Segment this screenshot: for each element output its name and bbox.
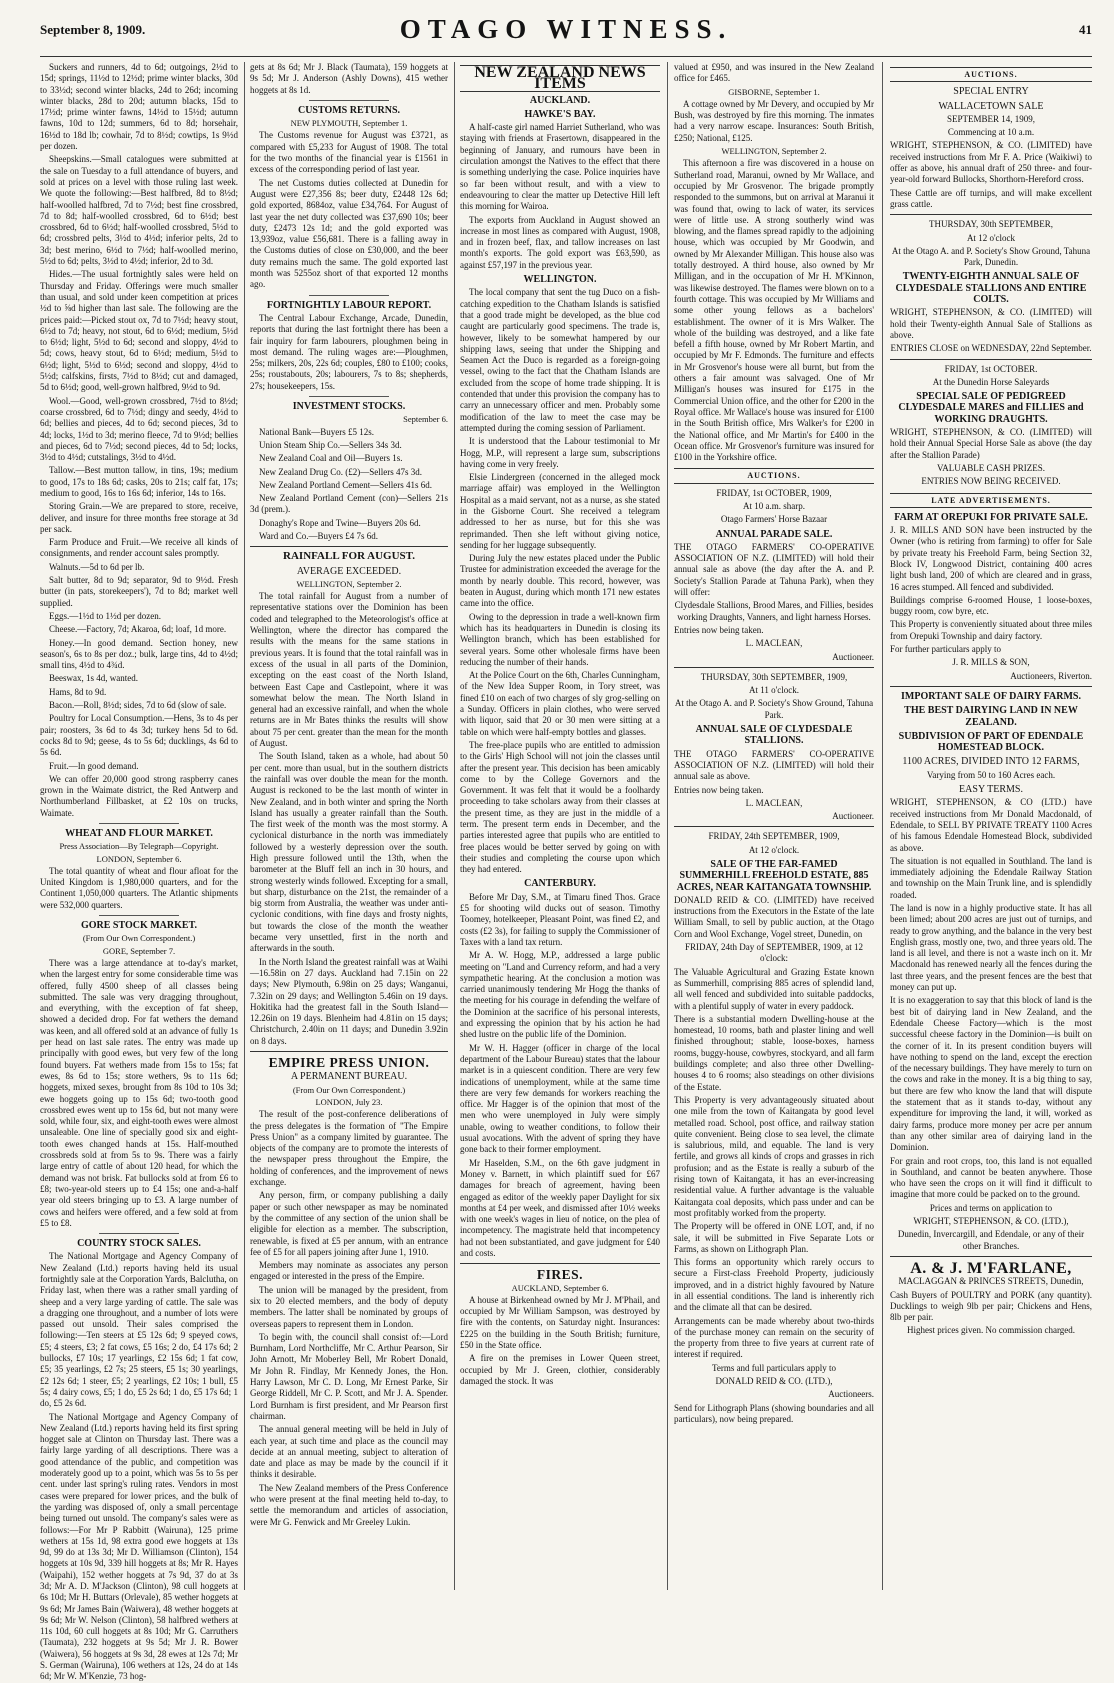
column-divider bbox=[667, 62, 668, 1590]
auction-time: At 12 o'clock. bbox=[748, 844, 800, 855]
newspaper-title: OTAGO WITNESS. bbox=[399, 14, 733, 44]
article-heading: GORE STOCK MARKET. bbox=[80, 920, 198, 932]
article-heading: INVESTMENT STOCKS. bbox=[292, 401, 406, 413]
article-paragraph: Any person, firm, or company publishing a daily paper or such other newspaper as may be nominated by the committee of any section of the union shall be eligible for election as a member. The subscription, renewable, is fixed at £5 per annum, with an entrance fee of £5 for all papers joining after June 1, 1910. bbox=[250, 1190, 448, 1257]
article-paragraph: A house at Birkenhead owned by Mr J. M'Phail, and occupied by Mr William Sampson, was destroyed by fire with the contents, on Saturday night. Insurances: £225 on the building in the South British; furniture, £50 in the State office. bbox=[460, 1294, 660, 1351]
article-heading: WHEAT AND FLOUR MARKET. bbox=[65, 828, 213, 839]
auction-advert bbox=[890, 364, 1092, 488]
auction-text: Terms and full particulars apply to bbox=[711, 1362, 837, 1373]
market-paragraph: Walnuts.—5d to 6d per lb. bbox=[49, 561, 145, 572]
auction-title: TWENTY-EIGHTH ANNUAL SALE OF CLYDESDALE STALLIONS AND ENTIRE COLTS. bbox=[895, 271, 1087, 306]
auction-text: The Property will be offered in ONE LOT, and, if no sale, it will be submitted in Five Separate Lots or Farms, as shown on Lithograph Plan. bbox=[674, 1221, 874, 1254]
section-heading: NEW ZEALAND NEWS ITEMS bbox=[460, 65, 660, 92]
article-byline: (From Our Own Correspondent.) bbox=[82, 933, 196, 944]
stock-line: New Zealand Coal and Oil—Buyers 1s. bbox=[259, 453, 403, 464]
auctioneer-role: Auctioneer. bbox=[832, 651, 874, 662]
auction-date: SEPTEMBER 14, 1909, bbox=[946, 113, 1035, 124]
market-paragraph: Storing Grain.—We are prepared to store, receive, deliver, and insure for three months free storage at 3d per sack. bbox=[40, 501, 238, 534]
article-paragraph: The National Mortgage and Agency Company of New Zealand (Ltd.) reports having held its first spring hogget sale at Clinton on Thursday last. There was a fairly large yarding of all descriptions. There was a good attendance of the public, and competition was moderately good up to a point, which was 5s to 5s per cent. under last spring's ruling rates. Vendors in most cases were prepared for lower prices, and the bulk of the yarding was disposed of, only a small percentage being turned out unsold. The company's sales were as follows:—For Mr P Rabbitt (Wairuna), 125 prime wethers at 15s 1d, 98 extra good ewe hoggets at 13s 9d, 99 do at 13s 3d; Mr D. Williamson (Clinton), 154 hoggets at 10s 9d, 339 hill hoggets at 8s; Mr R. Hayes (Waipahi), 152 wether hoggets at 7s 9d, 37 do at 3s 3d; Mr A. D. M'Jackson (Clinton), 98 cull hoggets at 6s 10d; Mr H. Buttars (Orlevale), 85 wether hoggets at 9s 6d; Mr James Bain (Waiwera), 48 wether hoggets at 9s 6d; Mr W. Nelson (Clinton), 58 halfbred wethers at 11s 10d, 60 cull hoggets at 8s 10d; Mr G. Carruthers (Taumata), 232 hoggets at 9s 5d; Mr J. R. Bower (Waiwera), 56 hoggets at 9s 3d, 28 ewes at 12s 7d; Mr S. German (Wairuna), 106 wethers at 12s, 24 do at 14s 6d; Mr W. M'Kenzie, 73 hog- bbox=[40, 1411, 238, 1682]
article-paragraph: There was a large attendance at to-day's market, when the largest entry for some considerable time was offered, fully 4500 sheep of all classes being submitted. The sale was very dragging throughout, and everything, with the exception of fat sheep, showed a decided drop. For fat wethers the demand was keen, and all offered sold at an advance of fully 1s per head on last sale rates. The entry was made up principally with good ewes, but very few of the long found buyers. Fat wethers made from 15s to 15s; fat ewes, 8s 6d to 15s; store wethers, 9s to 11s 6d; hoggets, mixed sexes, brought from 8s 10d to 10s 3d; ewe hoggets going up to 15s 6d; two-tooth good crossbred ewes went up to 15s 6d, but not many were sold, while four, six, and eight-tooth ewes were almost unsaleable. One line of specially good six and eight-tooth ewes changed hands at 15s. Half-mouthed crossbreds sold at from 5s to 9s. There was a fairly large entry of cattle of about 120 head, for which the demand was not brisk. Fat bullocks sold at from £6 to £8; two-year-old steers up to £4 15s; one and-a-half year old steers bringing up to £3. A large number of cows and heifers were offered, and a few sold at from £5 to £8. bbox=[40, 957, 238, 1228]
auction-text: The Valuable Agricultural and Grazing Estate known as Summerhill, comprising 885 acres of splendid land, all well fenced and subdivided into suitable paddocks, with a plentiful supply of water in every paddock. bbox=[674, 966, 874, 1011]
market-paragraph: We can offer 20,000 good strong raspberry canes grown in the Waimate district, the Red Antwerp and Northumberland Fillbasket, at £2 10s on trucks, Waimate. bbox=[40, 773, 238, 818]
auction-text: ENTRIES CLOSE on WEDNESDAY, 22nd September. bbox=[890, 343, 1092, 354]
column-5 bbox=[890, 62, 1092, 1590]
section-rule bbox=[309, 100, 388, 101]
article-paragraph: The net Customs duties collected at Dunedin for August were £27,356 8s; beer duty, £2448 12s 6d; gold exported, 8684oz, value £34,764. For August of last year the net duty collected was £37,690 10s; beer duty, £2473 12s 1d; and the gold exported was 13,939oz, value £56,681. There is a falling away in the Customs duties of close on £30,000, and the beer duty remains much the same. The gold exported last month was 5255oz short of that exported 12 months ago. bbox=[250, 177, 448, 290]
auctioneer-role: Auctioneers. bbox=[828, 1389, 874, 1400]
article-dateline: GISBORNE, September 1. bbox=[728, 86, 820, 97]
advert-text: J. R. MILLS AND SON have been instructed by the Owner (who is retiring from farming) to offer for Sale by private treaty his Freehold Farm, being Section 32, Block IV, Longwood District, containing 400 acres light bush land, 200 of which are cleared and in grass, 16 acres stumped. All fenced and subdivided. bbox=[890, 525, 1092, 592]
business-advert bbox=[890, 1259, 1092, 1337]
place-heading: WELLINGTON. bbox=[523, 274, 597, 286]
column-4 bbox=[674, 62, 874, 1590]
market-paragraph: Poultry for Local Consumption.—Hens, 3s to 4s per pair; roosters, 3s 6d to 4s 3d; turkey hens 5d to 6d. cocks 8d to 9d; geese, 4s to 5s 6d; ducklings, 4s 6d to 5s 6d. bbox=[40, 713, 238, 758]
article-heading: EMPIRE PRESS UNION. bbox=[268, 1055, 430, 1071]
market-paragraph: Cheese.—Factory, 7d; Akaroa, 6d; loaf, 1d more. bbox=[49, 624, 227, 635]
auction-text: THE OTAGO FARMERS' CO-OPERATIVE ASSOCIATION OF N.Z. (LIMITED) will hold their annual sale as above. bbox=[674, 748, 874, 782]
article-dateline: LONDON, September 6. bbox=[96, 853, 182, 864]
advert-text: The land is now in a highly productive state. It has all been limed; about 200 acres are just out of turnips, and ready to grow anything, and the balance in the very best English grass, mostly one, two, and three years old. The land is all level, and there is not a waste inch on it. Mr Macdonald has renewed nearly all the fences during the last three years, and the present fences are the best that money can put up. bbox=[890, 903, 1092, 993]
article-paragraph: The Central Labour Exchange, Arcade, Dunedin, reports that during the last fortnight there has been a fair inquiry for farm labourers, ploughmen being in most demand. The ruling wages are:—Ploughmen, 25s; milkers, 20s, 22s 6d; couples, £80 to £100; cooks, 25s; roustabouts, 20s; labourers, 7s to 8s; shepherds, 27s; housekeepers, 15s. bbox=[250, 312, 448, 391]
market-paragraph: Wool.—Good, well-grown crossbred, 7½d to 8½d; coarse crossbred, 6d to 7½d; dingy and seedy, 4½d to 6d; bellies and pieces, 4d to 6d; second pieces, 3d to 4d; locks, 1½d to 3d; merino fleece, 7d to 9½d; bellies and pieces, 6d to 7½d; second pieces, 4d to 5d; locks, 3½d to 4½d; cutstalings, 3½d to 4½d. bbox=[40, 395, 238, 463]
stock-line: National Bank—Buyers £5 12s. bbox=[259, 426, 374, 437]
advert-subtitle: 1100 ACRES, DIVIDED INTO 12 FARMS, bbox=[902, 756, 1080, 768]
advertiser-address: MACLAGGAN & PRINCES STREETS, Dunedin, bbox=[898, 1276, 1084, 1287]
column-divider bbox=[882, 62, 883, 1590]
auctioneer-name: L. MACLEAN, bbox=[745, 638, 803, 649]
auction-text: These Cattle are off turnips, and will make excellent grass cattle. bbox=[890, 187, 1092, 209]
advert-text: Cash Buyers of POULTRY and PORK (any quantity). Ducklings to weigh 9lb per pair; Chickens and Hens, 8lb per pair. bbox=[890, 1289, 1092, 1323]
article-paragraph: valued at £950, and was insured in the New Zealand office for £465. bbox=[674, 62, 874, 84]
auction-date: THURSDAY, 30th SEPTEMBER, 1909, bbox=[700, 671, 848, 682]
stock-line: New Zealand Portland Cement—Sellers 41s 6d. bbox=[259, 479, 432, 490]
article-paragraph: Before Mr Day, S.M., at Timaru fined Thos. Grace £5 for shooting wild ducks out of season. Timothy Toomey, hotelkeeper, Pleasant Point, was fined £2, and costs (£2 3s), for failing to supply the Commissioner of Taxes with a land tax return. bbox=[460, 891, 660, 947]
auction-text: Entries now being taken. bbox=[674, 784, 764, 795]
article-heading: FORTNIGHTLY LABOUR REPORT. bbox=[266, 299, 432, 311]
article-paragraph: The total rainfall for August from a number of representative stations over the Dominion has been coded and telegraphed to the Meteorologist's office at Wellington, where the director has compared the results with the means for the same stations in previous years. It is found that the total rainfall was in excess of the usual in all parts of the Dominion, excepting on the east coast of the North Island, between East Cape and Castlepoint, where it was somewhat below the mean. The North Island in general had an excessive rainfall, and when the whole returns are in Mr Bates thinks the results will show about 75 per cent. greater than the mean for the month of August. bbox=[250, 591, 448, 749]
auction-title: SPECIAL SALE OF PEDIGREED CLYDESDALE MARES and FILLIES and WORKING DRAUGHTS. bbox=[898, 391, 1084, 425]
article-paragraph: The annual general meeting will be held in July of each year, at such time and place as the council may decide at an annual meeting, subject to alteration of date and place as may be made by the council if it thinks it desirable. bbox=[250, 1424, 448, 1480]
market-paragraph: Hams, 8d to 9d. bbox=[49, 686, 107, 697]
auctions-label: AUCTIONS. bbox=[890, 67, 1092, 82]
article-paragraph: Mr Haselden, S.M., on the 6th gave judgment in Money v. Barnett, in which plaintiff sued for £67 damages for breach of agreement, having been engaged as editor of the weekly paper Daylight for six months at £4 per week, and dismissed after 10½ weeks with one week's wages in lieu of notice, on the plea of incompetency. The magistrate held that incompetency had not been substantiated, and gave judgment for £40 and costs. bbox=[460, 1157, 660, 1258]
section-rule bbox=[674, 667, 874, 668]
article-paragraph: The exports from Auckland in August showed an increase in most lines as compared with August, 1908, and in frozen beef, flax, and tallow increases on last month's exports. The gold export was £63,590, as against £57,197 in the previous year. bbox=[460, 214, 660, 270]
sale-advert bbox=[890, 691, 1092, 1252]
article-subheading: AVERAGE EXCEEDED. bbox=[296, 565, 402, 577]
section-rule bbox=[309, 396, 388, 397]
auctioneer-name: L. MACLEAN, bbox=[745, 797, 803, 808]
market-paragraph: Tallow.—Best mutton tallow, in tins, 19s; medium to good, 17s to 18s 6d; casks, 20s to 21s; calf fat, 17s; medium to good, 16s to 16s 6d; inferior, 14s to 16s. bbox=[40, 465, 238, 498]
auctions-label: AUCTIONS. bbox=[674, 468, 874, 483]
section-rule bbox=[99, 823, 178, 824]
article-paragraph: During July the new estates placed under the Public Trustee for administration exceeded the average for the month by nearly double. This record, however, was beaten in August, during which month 171 new estates came into the office. bbox=[460, 553, 660, 609]
advert-text: This Property is conveniently situated about three miles from Orepuki Township and dairy factory. bbox=[890, 619, 1092, 641]
auctioneer-name: DONALD REID & CO. (LTD.), bbox=[715, 1376, 833, 1387]
market-paragraph: Sheepskins.—Small catalogues were submitted at the sale on Tuesday to a full attendance of buyers, and sold at prices on a level with those ruling last week. We quote the following:—Best halfbred, 8d to 8½d; half-woolled halfbred, 7d to 7½d; best fine crossbred, 7d to 8d; half-woolled crossbred, 6d to 6½d; best crossbred, 6d to 6½d; half-woolled crossbred, 5½d to 6d; crossbred pelts, 3½d to 4½d; inferior pelts, 2d to 3d; best merino, 6½d to 7½d; half-woolled merino, 5½d to 6d; pelts, 3½d to 4½d; inferior, 2d to 3d. bbox=[40, 154, 238, 267]
stock-line: New Zealand Portland Cement (con)—Sellers 21s 3d (prem.). bbox=[250, 493, 448, 515]
auction-text: VALUABLE CASH PRIZES. bbox=[936, 462, 1046, 473]
stock-line: New Zealand Drug Co. (£2)—Sellers 47s 3d. bbox=[259, 466, 422, 477]
auction-advert bbox=[890, 219, 1092, 354]
stock-line: Union Steam Ship Co.—Sellers 34s 3d. bbox=[259, 439, 402, 450]
auction-date: FRIDAY, 1st OCTOBER. bbox=[944, 363, 1038, 374]
auction-time: At 10 a.m. sharp. bbox=[743, 500, 805, 511]
article-paragraph: It is understood that the Labour testimonial to Mr Hogg, M.P., will represent a large sum, subscriptions having come in very freely. bbox=[460, 436, 660, 469]
market-paragraph: Eggs.—1½d to 1½d per dozen. bbox=[49, 610, 161, 621]
auction-advert bbox=[674, 672, 874, 823]
auction-text: WRIGHT, STEPHENSON, & CO. (LIMITED) will hold their Annual Special Horse Sale as above (the day after the Stallion Parade) bbox=[890, 427, 1092, 460]
article-paragraph: gets at 8s 6d; Mr J. Black (Taumata), 159 hoggets at 9s 5d; Mr J. Anderson (Ashly Downs), 415 wether hoggets at 8s 1d. bbox=[250, 62, 448, 95]
advert-title: FARM AT OREPUKI FOR PRIVATE SALE. bbox=[894, 511, 1088, 523]
market-paragraph: Beeswax, 1s 4d, wanted. bbox=[49, 673, 138, 684]
article-paragraph: The South Island, taken as a whole, had about 50 per cent. more than usual, but in the southern districts the rainfall was over double the mean for the month. August is reckoned to be the last month of winter in New Zealand, and in both winter and spring the North Island has usually a greater rainfall than the South. The first week of the month was the most stormy. A cyclonical disturbance in the north was immediately followed by a westerly depression over the south. High pressure followed until the 13th, when the barometer at the Bluff fell an inch in 30 hours, and strong westerly winds followed. Excepting for a small, but sharp, disturbance on the 21st, the remainder of a big storm from Australia, the weather was under anti-cyclonic conditions, with fine days and frosty nights, but towards the close of the month the weather became very unsettled, first in the north and afterwards in the south. bbox=[250, 751, 448, 954]
article-paragraph: Elsie Lindergreen (concerned in the alleged mock marriage affair) was employed in the Wellington Hospital as a maid servant, not as a nurse, as she stated in the Gisborne Court. She received a telegram addressed to her as nurse, but for this she was reprimanded. Then she left without giving notice, sending for her luggage subsequently. bbox=[460, 472, 660, 550]
article-paragraph: This afternoon a fire was discovered in a house on Sutherland road, Maranui, owned by Mr Wallace, and occupied by Mr Grosvenor. The brigade promptly responded to the summons, but on arrival at Maranui it was found that, owing to lack of water, its services were of little use. A strong southerly wind was blowing, and the flames spread rapidly to the adjoining house, which was occupied by Mr Goodwin, and owned by Mr Alexander Milligan. This house also was totally destroyed. A third house, also owned by Mr Milligan, and in the occupation of Mr H. M'Kinnon, was likewise destroyed. The flames were blown on to a fourth cottage. This was occupied by Mr Williams and some other young fellows as a bachelors' establishment. The owner of it is Mrs Walker. The whole of the building was destroyed, and a like fate befell a fifth house, owned by Mr Robert Martin, and occupied by Mr F. Edmonds. The furniture and effects in Mr Grosvenor's house were all burnt, but from the others a fair amount was salvaged. One of Mr Milligan's houses was insured for £175 in the Commercial Union office, and the other for £200 in the Royal office. Mr Wallace's house was insured for £100 in the South British office, Mrs Walker's for £200 in the National office, and Mr Martin's for £400 in the Ocean office. Mr Grosvenor's furniture was insured for £100 in the Yorkshire office. bbox=[674, 158, 874, 463]
late-ads-label: LATE ADVERTISEMENTS. bbox=[890, 493, 1092, 508]
auction-title: SALE OF THE FAR-FAMED SUMMERHILL FREEHOLD ESTATE, 885 ACRES, NEAR KAITANGATA TOWNSHIP. bbox=[676, 859, 872, 893]
section-rule bbox=[250, 1051, 448, 1052]
market-paragraph: Bacon.—Roll, 8½d; sides, 7d to 6d (slow of sale. bbox=[49, 700, 227, 711]
article-byline: (From Our Own Correspondent.) bbox=[292, 1084, 406, 1095]
market-paragraph: Suckers and runners, 4d to 6d; outgoings, 2½d to 15d; springs, 11½d to 12½d; prime winter blacks, 30d to 33½d; second winter blacks, 24d to 26d; incoming winter blacks, 28d to 20d; autumn blacks, 15d to 17½d; prime winter fawns, 14½d to 15½d; autumn fawns, 10d to 12d; summers, 6d to 8d; horsehair, 16½d to 18d lb; cowhair, 7d to 8½d; cowtips, 1s 9½d per dozen. bbox=[40, 62, 238, 152]
advert-subtitle: SUBDIVISION OF PART OF EDENDALE HOMESTEAD BLOCK. bbox=[898, 730, 1084, 754]
advert-text: The situation is not equalled in Southland. The land is immediately adjoining the Edendale Railway Station and township on the Main Trunk line, and is splendidly roaded. bbox=[890, 855, 1092, 900]
article-subheading: A PERMANENT BUREAU. bbox=[290, 1071, 408, 1083]
auction-text: Arrangements can be made whereby about two-thirds of the purchase money can remain on the security of the property from three to five years at current rate of interest if required. bbox=[674, 1315, 874, 1360]
auction-text: Send for Lithograph Plans (showing boundaries and all particulars), now being prepared. bbox=[674, 1402, 874, 1424]
auctioneer-name: J. R. MILLS & SON, bbox=[952, 657, 1030, 668]
auction-date: FRIDAY, 1st OCTOBER, 1909, bbox=[716, 487, 832, 498]
column-3 bbox=[460, 62, 660, 1590]
auction-place: At the Dunedin Horse Saleyards bbox=[932, 376, 1050, 387]
article-paragraph: The result of the post-conference deliberations of the press delegates is the formation of "The Empire Press Union" as a company limited by guarantee. The objects of the company are to promote the interests of the newspaper press throughout the Empire, the holding of conferences, and the improvement of news exchange. bbox=[250, 1109, 448, 1188]
auction-subtitle: WALLACETOWN SALE bbox=[938, 100, 1044, 112]
article-dateline: WELLINGTON, September 2. bbox=[296, 578, 402, 589]
auction-text: DONALD REID & CO. (LIMITED) have received instructions from the Executors in the Estate of the late William Small, to sell by public auction, at the Otago Corn and Wool Exchange, Vogel street, Dunedin, on bbox=[674, 894, 874, 939]
auction-text: This Property is very advantageously situated about one mile from the town of Kaitangata by good level metalled road. School, post office, and railway station quite convenient. Being close to sea level, the climate is salubrious, mild, and equable. The land is very fertile, and grows all kinds of crops and grasses in rich profusion; and as the Estate is really a suburb of the rising town of Kaitangata, it has an ever-increasing residential value. A further advantage is the valuable Kaitangata coal deposits, which pass under and can be most profitably worked from the property. bbox=[674, 1094, 874, 1218]
advert-subtitle: THE BEST DAIRYING LAND IN NEW ZEALAND. bbox=[904, 705, 1078, 728]
advert-text: Prices and terms on application to bbox=[929, 1202, 1053, 1213]
auction-time: At 12 o'clock bbox=[966, 232, 1016, 243]
market-paragraph: Hides.—The usual fortnightly sales were held on Thursday and Friday. Offerings were much smaller than usual, and sold under keen competition at prices ½d to ⅝d higher than last sale. The following are the prices paid:—Picked stout ox, 7d to 7½d; heavy stout, 6½d to 7d; heavy, not stout, 6d to 6½d; medium, 5½d to 6½d; light, 5½d to 6d; second and sloppy, 4½d to 5d; cows, heavy stout, 6d to 6½d; medium, 5½d to 6½d; light, 5½d to 6½d; second and sloppy, 4½d to 5½d; calfskins, firsts, 7½d to 8½d; cut and damaged, 5d to 6½d; good, well-grown halfbred, 9½d to 9d. bbox=[40, 269, 238, 393]
article-paragraph: A fire on the premises in Lower Queen street, occupied by Mr J. Green, clothier, considerably damaged the stock. It was bbox=[460, 1353, 660, 1386]
auction-title: SPECIAL ENTRY bbox=[953, 86, 1029, 98]
auction-date: FRIDAY, 24th SEPTEMBER, 1909, bbox=[708, 831, 840, 842]
place-heading: HAWKE'S BAY. bbox=[524, 108, 596, 120]
masthead bbox=[40, 12, 1092, 50]
article-paragraph: The New Zealand members of the Press Conference who were present at the final meeting held to-day, to settle the memorandum and articles of association, were Mr G. Fenwick and Mr Greeley Lukin. bbox=[250, 1482, 448, 1527]
section-rule bbox=[890, 214, 1092, 215]
section-rule bbox=[674, 826, 874, 827]
article-paragraph: Mr A. W. Hogg, M.P., addressed a large public meeting on "Land and Currency reform, and had a very sympathetic hearing. At the conclusion a motion was carried unanimously tendering Mr Hogg the thanks of the meeting for his courage in defending the welfare of the Dominion at the sacrifice of his personal interests, and expressing the opinion that by his action he had shed lustre on the public life of the Dominion. bbox=[460, 950, 660, 1040]
market-paragraph: Fruit.—In good demand. bbox=[49, 760, 139, 771]
article-dateline: LONDON, July 23. bbox=[315, 1096, 383, 1107]
article-heading: COUNTRY STOCK SALES. bbox=[77, 1238, 201, 1250]
article-paragraph: The National Mortgage and Agency Company of New Zealand (Ltd.) reports having held its usual fortnightly sale at the Corporation Yards, Balclutha, on Friday last, when there was a rather small yarding of sheep and a very large yarding of cattle. The sale was a dragging one throughout, and a number of lots were passed out unsold. Their sales comprised the following:—Ten steers at £5 12s 6d; 9 speyed cows, £5; 4 steers, £3; 2 fat cows, £5 16s; 2 do, £4 17s 6d; 2 bullocks, £7 10s; 17 yearlings, £2 15s 6d; 1 fat cow, £5; 35 yearlings, £2 7s; 25 steers, £5 1s; 30 yearlings, £2 12s 6d; 1 steer, £5; 2 yearlings, £2 10s; 1 bull, £5 5s; 4 dairy cows, £5; 1 do, £5 2s 6d; 1 do, £5 17s 6d; 1 do, £5 2s 6d. bbox=[40, 1251, 238, 1409]
auction-text: This forms an opportunity which rarely occurs to secure a First-class Freehold Property, judiciously improved, and in a district highly favoured by Nature in all essential conditions. The land is inherently rich and the climate all that can be desired. bbox=[674, 1257, 874, 1313]
article-heading: CUSTOMS RETURNS. bbox=[297, 104, 401, 116]
article-heading: FIRES. bbox=[536, 1267, 584, 1283]
sale-advert bbox=[890, 512, 1092, 682]
column-divider bbox=[454, 62, 455, 1590]
auction-title: ANNUAL SALE OF CLYDESDALE STALLIONS. bbox=[695, 724, 853, 747]
article-dateline: NEW PLYMOUTH, September 1. bbox=[290, 118, 408, 129]
auction-time: At 11 o'clock. bbox=[748, 685, 800, 696]
market-paragraph: Salt butter, 8d to 9d; separator, 9d to 9½d. Fresh butter (in pats, storekeepers'), 7d to 8d; market well supplied. bbox=[40, 575, 238, 608]
place-heading: CANTERBURY. bbox=[524, 878, 596, 890]
auction-place: At the Otago A. and P. Society's Show Ground, Tahuna Park. bbox=[674, 698, 874, 720]
auction-place: At the Otago A. and P. Society's Show Ground, Tahuna Park, Dunedin. bbox=[891, 245, 1091, 268]
section-rule bbox=[890, 359, 1092, 360]
section-rule bbox=[250, 546, 448, 547]
section-rule bbox=[890, 686, 1092, 687]
article-dateline: GORE, September 7. bbox=[102, 945, 176, 956]
auction-text: Clydesdale Stallions, Brood Mares, and Fillies, besides working Draughts, Vanners, and light harness Horses. bbox=[674, 600, 874, 622]
article-paragraph: At the Police Court on the 6th, Charles Cunningham, of the New Idea Supper Room, in Tory street, was fined £10 on each of two charges of sly grog-selling on a Sunday. Officers in plain clothes, who were served with liquor, said that 20 or 30 men were sitting at a table on which were half-empty bottles and glasses. bbox=[460, 670, 660, 737]
issue-date: September 8, 1909. bbox=[40, 22, 146, 37]
place-heading: AUCKLAND. bbox=[529, 94, 591, 106]
article-dateline: AUCKLAND, September 6. bbox=[511, 1282, 609, 1293]
stock-line: Ward and Co.—Buyers £4 7s 6d. bbox=[259, 530, 379, 541]
advert-text: For grain and root crops, too, this land is not equalled in Southland, and cannot be beaten anywhere. Those who have seen the crops on it will find it difficult to imagine that more could be packed on to the ground. bbox=[890, 1155, 1092, 1200]
column-2 bbox=[250, 62, 448, 1590]
market-paragraph: Honey.—In good demand. Section honey, new season's, 6s to 8s per doz.; bulk, large tins, 4d to 4½d; small tins, 4½d to 4¾d. bbox=[40, 637, 238, 671]
advertiser-name: WRIGHT, STEPHENSON, & CO. (LTD.), bbox=[913, 1216, 1069, 1227]
advert-text: It is no exaggeration to say that this block of land is the best bit of dairying land in New Zealand, and the Edendale Cheese Factory—which is the most successful cheese factory in the Dominion—is built on the corner of it. In its present condition buyers will have nothing to spend on the land, except the erection of the necessary buildings. They have merely to turn on the cows and rake in the money. It is a big thing to say, but there are few who know the land that will dispute the statement that as it stands to-day, without any expenditure for improving the land, it will, worked as dairy farms, produce more money per acre per annum than any other similar area of dairying land in the Dominion. bbox=[890, 995, 1092, 1153]
masthead-rule bbox=[40, 56, 1092, 57]
advert-text: WRIGHT, STEPHENSON, & CO (LTD.) have received instructions from Mr Donald Macdonald, of Edendale, to SELL BY PRIVATE TREATY 1100 Acres of his famous Edendale Homestead Block, subdivided as above. bbox=[890, 797, 1092, 853]
advert-text: For further particulars apply to bbox=[890, 644, 1001, 655]
advert-title: IMPORTANT SALE OF DAIRY FARMS. bbox=[901, 690, 1081, 702]
auction-text: ENTRIES NOW BEING RECEIVED. bbox=[921, 476, 1061, 487]
page-number: 41 bbox=[1079, 22, 1092, 37]
auction-text: FRIDAY, 24th Day of SEPTEMBER, 1909, at 12 o'clock: bbox=[684, 942, 863, 964]
stock-line: Donaghy's Rope and Twine—Buyers 20s 6d. bbox=[259, 517, 421, 528]
article-dateline: September 6. bbox=[403, 414, 448, 425]
auction-text: WRIGHT, STEPHENSON, & CO. (LIMITED) will hold their Twenty-eighth Annual Sale of Stallions as above. bbox=[890, 307, 1092, 340]
market-paragraph: Farm Produce and Fruit.—We receive all kinds of consignments, and render account sales promptly. bbox=[40, 537, 238, 559]
auction-text: There is a substantial modern Dwelling-house at the homestead, 10 rooms, bath and plaster lining and well finished throughout; stable, loose-boxes, harness rooms, buggy-house, cowbyres, stockyard, and all farm buildings complete; and also three other Dwelling-houses 4 to 6 rooms; also steadings on other divisions of the Estate. bbox=[674, 1013, 874, 1092]
auctioneer-role: Auctioneer. bbox=[832, 811, 874, 822]
advert-subtitle: EASY TERMS. bbox=[959, 784, 1023, 796]
advertiser-name: A. & J. M'FARLANE, bbox=[910, 1259, 1072, 1277]
auction-title: ANNUAL PARADE SALE. bbox=[715, 528, 833, 540]
article-paragraph: The free-place pupils who are entitled to admission to the Girls' High School will not join the classes until after the present year. This decision has been amicably come to by the College Governors and the Government. It was felt that it would be a foolhardy proceeding to take scholars away from their classes at the present time, as they are just in the middle of a term. The present term ends in December, and the parties interested agree that pupils who are entitled to free places would be better served by going on with their studies and completing the course upon which they had entered. bbox=[460, 739, 660, 875]
section-rule bbox=[890, 1256, 1092, 1257]
section-rule bbox=[309, 295, 388, 296]
auction-advert bbox=[674, 831, 874, 1425]
auction-place: Otago Farmers' Horse Bazaar bbox=[720, 514, 828, 525]
column-1 bbox=[40, 62, 238, 1682]
article-paragraph: The total quantity of wheat and flour afloat for the United Kingdom is 1,980,000 quarters, and for the Continent 1,050,000 quarters. The Atlantic shipments were 532,000 quarters. bbox=[40, 865, 238, 910]
article-byline: Press Association—By Telegraph—Copyright. bbox=[59, 841, 219, 852]
article-paragraph: A cottage owned by Mr Devery, and occupied by Mr Bush, was destroyed by fire this morning. The inmates had a very narrow escape. Insurances: South British, £250; National, £125. bbox=[674, 98, 874, 143]
section-rule bbox=[99, 915, 178, 916]
column-divider bbox=[244, 62, 245, 1590]
auctioneer-role: Auctioneers, Riverton. bbox=[1010, 670, 1092, 681]
article-paragraph: The union will be managed by the president, from six to 20 elected members, and the body of deputy members. The latter shall be nominated by groups of overseas papers to represent them in London. bbox=[250, 1284, 448, 1329]
auction-date: THURSDAY, 30th SEPTEMBER, bbox=[928, 219, 1054, 230]
auction-time: Commencing at 10 a.m. bbox=[947, 127, 1035, 138]
article-dateline: WELLINGTON, September 2. bbox=[721, 146, 827, 157]
auction-text: WRIGHT, STEPHENSON, & CO. (LIMITED) have received instructions from Mr F. A. Price (Waikiwi) to offer as above, his annual draft of 250 three- and four-year-old forward Bullocks, Shorthorn-Hereford cross. bbox=[890, 140, 1092, 185]
auction-text: Entries now being taken. bbox=[674, 624, 764, 635]
article-paragraph: The Customs revenue for August was £3721, as compared with £5,233 for August of 1908. The total for the two months of the financial year is £1561 in excess of the corresponding period of last year. bbox=[250, 130, 448, 175]
article-paragraph: The local company that sent the tug Duco on a fish-catching expedition to the Chatham Islands is satisfied that a good trade might be developed, as the blue cod caught are particularly good specimens. The trade is, however, likely to be somewhat hampered by our shipping laws, seeing that under the Shipping and Seamen Act the Duco is regarded as a foreign-going vessel, owing to the fact that the Chatham Islands are excluded from the scope of home trade shipping. It is contended that under this provision the company has to carry an unnecessary officer and men. Probably some modification of the law to meet the case may be attempted during the coming session of Parliament. bbox=[460, 287, 660, 433]
article-heading: RAINFALL FOR AUGUST. bbox=[283, 550, 415, 563]
article-paragraph: To begin with, the council shall consist of:—Lord Burnham, Lord Northcliffe, Mr C. Arthur Pearson, Sir John Arnott, Mr Moberley Bell, Mr Robert Donald, Mr John R. Findlay, Mr Kennedy Jones, the Hon. Harry Lawson, Mr C. D. Long, Mr Ernest Parke, Sir George Riddell, Mr C. P. Scott, and Mr J. A. Spender. Lord Burnham is first president, and Mr Pearson first chairman. bbox=[250, 1331, 448, 1421]
advert-subtitle: Varying from 50 to 160 Acres each. bbox=[926, 769, 1056, 780]
article-paragraph: Mr W. H. Hagger (officer in charge of the local department of the Labour Bureau) states that the labour market is in a quiescent condition. There are very few indications of unemployment, while at the same time there are very few demands for workers reaching the office. Mr Hagger is of the opinion that most of the men who were unemployed in July were simply unable, owing to weather conditions, to follow their usual avocations. With the advent of spring they have gone back to their former employment. bbox=[460, 1042, 660, 1155]
article-paragraph: Owing to the depression in trade a well-known firm which has its headquarters in Dunedin is closing its Wellington branch, which has been established for several years. Some other wholesale firms have been reducing the number of their hands. bbox=[460, 611, 660, 667]
article-paragraph: Members may nominate as associates any person engaged or interested in the press of the Empire. bbox=[250, 1260, 448, 1282]
advert-text: Highest prices given. No commission charged. bbox=[906, 1325, 1076, 1336]
section-rule bbox=[99, 1233, 178, 1234]
advert-text: Buildings comprise 6-roomed House, 1 loose-boxes, buggy room, cow byre, etc. bbox=[890, 594, 1092, 617]
advertiser-address: Dunedin, Invercargill, and Edendale, or any of their other Branches. bbox=[897, 1229, 1085, 1251]
section-rule bbox=[460, 1263, 660, 1264]
auction-advert bbox=[890, 86, 1092, 210]
auction-text: THE OTAGO FARMERS' CO-OPERATIVE ASSOCIATION OF N.Z. (LIMITED) will hold their annual sale as above (the day after the A. and P. Society's Stallion Parade at Tahuna Park), when they will offer: bbox=[674, 541, 874, 598]
auction-advert bbox=[674, 488, 874, 663]
article-paragraph: In the North Island the greatest rainfall was at Waihi—16.58in on 27 days. Auckland had 7.15in on 22 days; New Plymouth, 6.98in on 25 days; Wanganui, 7.32in on 29 days; and Wellington 5.46in on 19 days. Hokitika had the greatest fall in the South Island—12.26in on 19 days. Blenheim had 4.81in on 15 days; Christchurch, 2.40in on 11 days; and Dunedin 3.92in on 8 days. bbox=[250, 956, 448, 1046]
article-paragraph: A half-caste girl named Harriet Sutherland, who was staying with friends at Frasertown, disappeared in the beginning of January, and rumours have been in circulation amongst the Natives to the effect that there is something underlying the case. Police inquiries have so far been without result, and with a view to endeavouring to clear the matter up Detective Hill left this morning for Wairoa. bbox=[460, 122, 660, 212]
